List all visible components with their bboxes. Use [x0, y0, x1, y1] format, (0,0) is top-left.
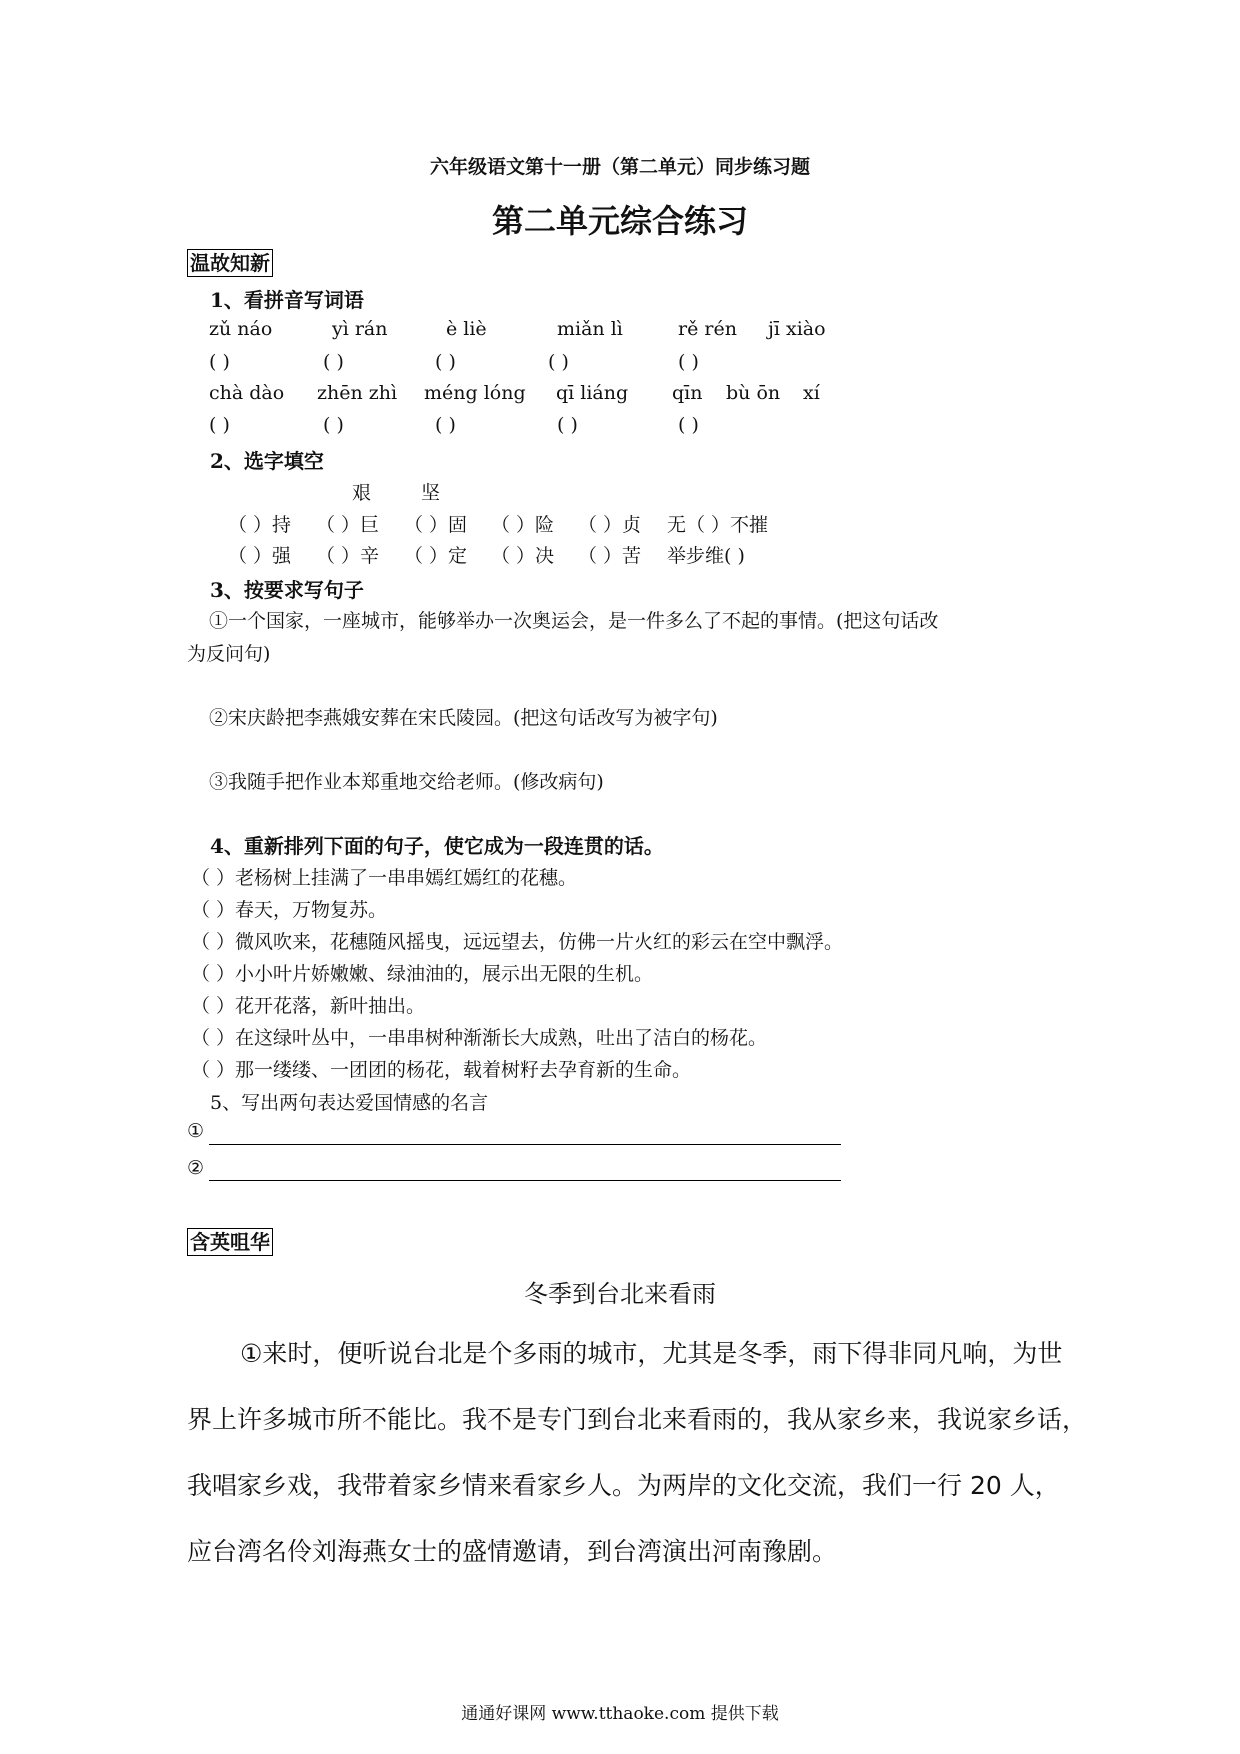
list-item: （ ）小小叶片娇嫩嫩、绿油油的，展示出无限的生机。: [191, 963, 654, 985]
pinyin-item: è liè: [446, 318, 487, 340]
page-footer: 通通好课网 www.tthaoke.com 提供下载: [461, 1704, 779, 1724]
pinyin-item: zhēn zhì: [317, 382, 398, 404]
question-4-title: 4、重新排列下面的句子，使它成为一段连贯的话。: [210, 834, 664, 858]
document-title: 第二单元综合练习: [491, 202, 748, 240]
answer-blank: ( ): [548, 351, 569, 373]
list-item: （ ）花开花落，新叶抽出。: [191, 995, 426, 1017]
fill-item: （ ）险: [491, 514, 555, 536]
fill-item: （ ）固: [404, 514, 468, 536]
answer-line: [209, 1180, 841, 1181]
fill-item: （ ）巨: [316, 514, 380, 536]
sentence-task: ③我随手把作业本郑重地交给老师。(修改病句): [209, 771, 604, 793]
section-label-review: 温故知新: [187, 249, 273, 277]
sentence-task: ①一个国家，一座城市，能够举办一次奥运会，是一件多么了不起的事情。(把这句话改: [209, 610, 939, 632]
pinyin-item: qīn: [672, 382, 703, 404]
fill-item: （ ）辛: [316, 545, 380, 567]
list-item: （ ）微风吹来，花穗随风摇曳，远远望去，仿佛一片火红的彩云在空中飘浮。: [191, 931, 844, 953]
answer-blank: ( ): [323, 414, 344, 436]
pinyin-item: qī liáng: [556, 382, 629, 404]
essay-title: 冬季到台北来看雨: [524, 1280, 716, 1308]
fill-item: 无（ ）不摧: [667, 514, 769, 536]
answer-blank: ( ): [678, 414, 699, 436]
question-3-title: 3、按要求写句子: [210, 578, 364, 602]
choice-char: 坚: [421, 482, 441, 504]
fill-item: （ ）贞: [578, 514, 642, 536]
answer-blank: ( ): [435, 414, 456, 436]
fill-item: 举步维( ): [667, 545, 745, 567]
answer-blank: ( ): [323, 351, 344, 373]
fill-item: （ ）持: [228, 514, 292, 536]
document-subtitle: 六年级语文第十一册（第二单元）同步练习题: [429, 156, 810, 178]
fill-item: （ ）定: [404, 545, 468, 567]
answer-blank: ( ): [209, 351, 230, 373]
pinyin-item: jī xiào: [768, 318, 826, 340]
pinyin-item: zǔ náo: [209, 318, 273, 340]
answer-blank: ( ): [435, 351, 456, 373]
essay-line: ①来时，便听说台北是个多雨的城市，尤其是冬季，雨下得非同凡响，为世: [240, 1339, 1063, 1368]
answer-blank: ( ): [678, 351, 699, 373]
pinyin-item: xí: [803, 382, 820, 404]
fill-item: （ ）苦: [578, 545, 642, 567]
list-item: （ ）春天，万物复苏。: [191, 899, 388, 921]
answer-blank: ( ): [557, 414, 578, 436]
essay-line: 我唱家乡戏，我带着家乡情来看家乡人。为两岸的文化交流，我们一行 20 人，: [187, 1471, 1060, 1500]
list-item: （ ）在这绿叶丛中，一串串树种渐渐长大成熟，吐出了洁白的杨花。: [191, 1027, 768, 1049]
sentence-task: ②宋庆龄把李燕娥安葬在宋氏陵园。(把这句话改写为被字句): [209, 707, 718, 729]
answer-mark: ①: [187, 1120, 205, 1142]
pinyin-item: rě rén: [678, 318, 737, 340]
question-5-title: 5、写出两句表达爱国情感的名言: [210, 1092, 489, 1114]
answer-blank: ( ): [209, 414, 230, 436]
fill-item: （ ）决: [491, 545, 555, 567]
pinyin-item: chà dào: [209, 382, 285, 404]
section-label-reading: 含英咀华: [187, 1228, 273, 1256]
answer-mark: ②: [187, 1157, 205, 1179]
list-item: （ ）那一缕缕、一团团的杨花，载着树籽去孕育新的生命。: [191, 1059, 692, 1081]
question-2-title: 2、选字填空: [210, 449, 324, 473]
choice-char: 艰: [352, 482, 372, 504]
answer-line: [209, 1144, 841, 1145]
pinyin-item: miǎn lì: [557, 318, 623, 340]
pinyin-item: bù ōn: [726, 382, 781, 404]
essay-line: 应台湾名伶刘海燕女士的盛情邀请，到台湾演出河南豫剧。: [187, 1537, 838, 1566]
sentence-task: 为反问句): [187, 643, 271, 665]
pinyin-item: yì rán: [332, 318, 388, 340]
pinyin-item: méng lóng: [424, 382, 526, 404]
list-item: （ ）老杨树上挂满了一串串嫣红嫣红的花穗。: [191, 867, 578, 889]
question-1-title: 1、看拼音写词语: [210, 288, 364, 312]
essay-line: 界上许多城市所不能比。我不是专门到台北来看雨的，我从家乡来，我说家乡话，: [187, 1405, 1088, 1434]
fill-item: （ ）强: [228, 545, 292, 567]
